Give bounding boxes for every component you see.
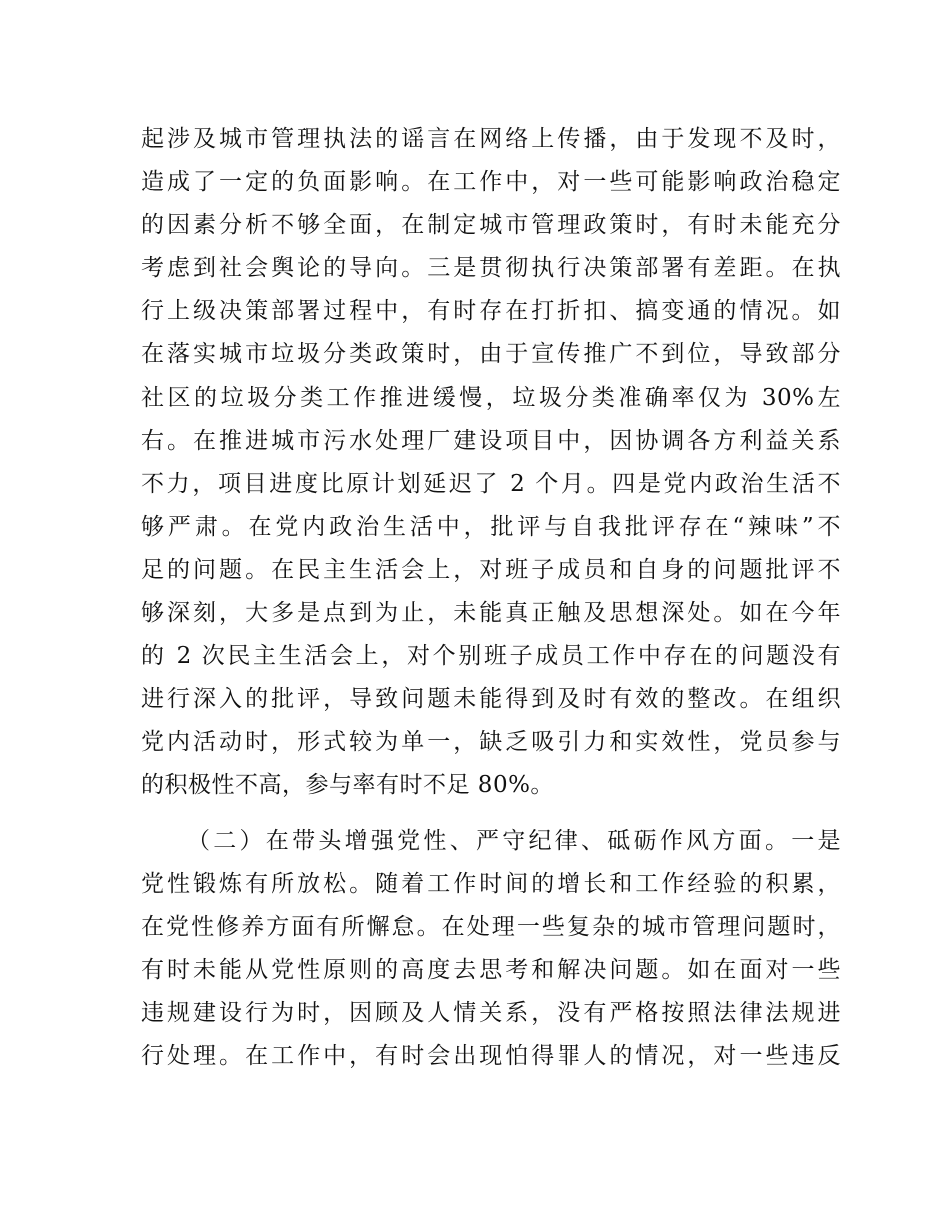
text-line: 够严肃。在党内政治生活中，批评与自我批评存在“辣味”不 [141,513,841,540]
text-line: 社区的垃圾分类工作推进缓慢，垃圾分类准确率仅为 30%左 [141,384,841,411]
text-line: 的因素分析不够全面，在制定城市管理政策时，有时未能充分 [141,212,841,239]
text-line: 不力，项目进度比原计划延迟了 2 个月。四是党内政治生活不 [141,470,841,497]
text-line: 造成了一定的负面影响。在工作中，对一些可能影响政治稳定 [141,169,841,196]
text-line: 足的问题。在民主生活会上，对班子成员和自身的问题批评不 [141,556,841,583]
text-line: 起涉及城市管理执法的谣言在网络上传播，由于发现不及时， [141,126,841,152]
text-line: 党性锻炼有所放松。随着工作时间的增长和工作经验的积累， [141,870,841,897]
document-body [141,118,841,1078]
text-line: 的积极性不高，参与率有时不足 80%。 [141,772,554,799]
paragraph-2 [141,820,841,1079]
text-line: 有时未能从党性原则的高度去思考和解决问题。如在面对一些 [141,956,841,983]
text-line: 考虑到社会舆论的导向。三是贯彻执行决策部署有差距。在执 [141,255,841,282]
text-line: 的 2 次民主生活会上，对个别班子成员工作中存在的问题没有 [141,643,841,670]
text-line: 右。在推进城市污水处理厂建设项目中，因协调各方利益关系 [141,427,841,454]
text-line: 行上级决策部署过程中，有时存在打折扣、搞变通的情况。如 [141,298,841,325]
text-line: 行处理。在工作中，有时会出现怕得罪人的情况，对一些违反 [141,1042,841,1069]
text-line: 够深刻，大多是点到为止，未能真正触及思想深处。如在今年 [141,600,841,627]
paragraph-1 [141,118,841,808]
text-line: 违规建设行为时，因顾及人情关系，没有严格按照法律法规进 [141,999,841,1026]
paragraph-gap [141,808,841,820]
text-line: 党内活动时，形式较为单一，缺乏吸引力和实效性，党员参与 [141,729,841,756]
section-heading-line: （二）在带头增强党性、严守纪律、砥砺作风方面。一是 [187,827,841,854]
text-line: 在党性修养方面有所懈怠。在处理一些复杂的城市管理问题时， [141,913,841,940]
text-line: 进行深入的批评，导致问题未能得到及时有效的整改。在组织 [141,686,841,713]
text-line: 在落实城市垃圾分类政策时，由于宣传推广不到位，导致部分 [141,341,841,368]
